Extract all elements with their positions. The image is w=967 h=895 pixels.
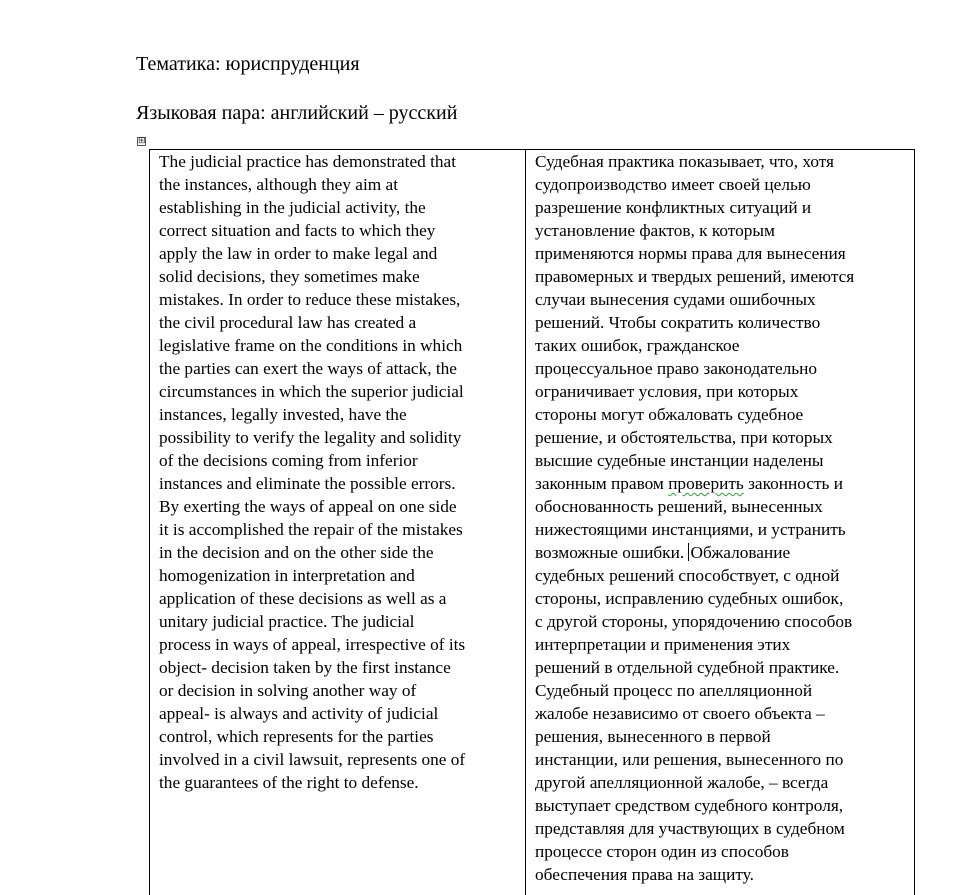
- target-line: правомерных и твердых решений, имеются: [535, 267, 855, 286]
- source-line: the guarantees of the right to defense.: [159, 773, 419, 792]
- source-line: possibility to verify the legality and solidity: [159, 428, 462, 447]
- target-line-part: законным правом: [535, 474, 669, 493]
- target-line: решение, и обстоятельства, при которых: [535, 428, 833, 447]
- target-line: применяются нормы права для вынесения: [535, 244, 846, 263]
- source-line: correct situation and facts to which they: [159, 221, 436, 240]
- source-line: process in ways of appeal, irrespective of its: [159, 635, 466, 654]
- target-line: процессуальное право законодательно: [535, 359, 818, 378]
- target-line: судопроизводство имеет своей целью: [535, 175, 811, 194]
- source-line: object- decision taken by the first instance: [159, 658, 451, 677]
- source-line: the instances, although they aim at: [159, 175, 398, 194]
- target-line: решения, вынесенного в первой: [535, 727, 771, 746]
- target-line-part: возможные ошибки.: [535, 543, 689, 562]
- target-line: стороны, исправлению судебных ошибок,: [535, 589, 844, 608]
- target-line: случаи вынесения судами ошибочных: [535, 290, 816, 309]
- target-line: [535, 541, 913, 564]
- target-line: процессе сторон один из способов: [535, 842, 789, 861]
- target-line: Судебная практика показывает, что, хотя: [535, 152, 835, 171]
- column-divider: [525, 150, 526, 895]
- source-line: application of these decisions as well as a: [159, 589, 447, 608]
- target-line: решений в отдельной судебной практике.: [535, 658, 840, 677]
- target-line: судебных решений способствует, с одной: [535, 566, 840, 585]
- source-line: it is accomplished the repair of the mistakes: [159, 520, 463, 539]
- target-line: таких ошибок, гражданское: [535, 336, 740, 355]
- source-line: involved in a civil lawsuit, represents one of: [159, 750, 466, 769]
- target-line: ограничивает условия, при которых: [535, 382, 799, 401]
- target-line: разрешение конфликтных ситуаций и: [535, 198, 812, 217]
- target-line: обеспечения права на защиту.: [535, 865, 754, 884]
- target-line: решений. Чтобы сократить количество: [535, 313, 821, 332]
- target-line: [535, 472, 913, 495]
- topic-line: Тематика: юриспруденция: [136, 53, 360, 75]
- target-line: стороны могут обжаловать судебное: [535, 405, 804, 424]
- source-line: instances and eliminate the possible errors.: [159, 474, 456, 493]
- source-line: of the decisions coming from inferior: [159, 451, 418, 470]
- source-line: mistakes. In order to reduce these mistakes,: [159, 290, 461, 309]
- target-line: представляя для участвующих в судебном: [535, 819, 845, 838]
- source-line: the civil procedural law has created a: [159, 313, 417, 332]
- source-line: unitary judicial practice. The judicial: [159, 612, 415, 631]
- source-line: solid decisions, they sometimes make: [159, 267, 420, 286]
- source-line: or decision in solving another way of: [159, 681, 417, 700]
- source-line: the parties can exert the ways of attack, the: [159, 359, 457, 378]
- source-line: control, which represents for the parties: [159, 727, 434, 746]
- language-pair-line: Языковая пара: английский – русский: [136, 102, 458, 124]
- target-line: высшие судебные инстанции наделены: [535, 451, 824, 470]
- source-line: The judicial practice has demonstrated that: [159, 152, 457, 171]
- target-line-part: законность и: [743, 474, 843, 493]
- source-line: appeal- is always and activity of judicial: [159, 704, 439, 723]
- translation-table: [149, 149, 915, 895]
- source-line: By exerting the ways of appeal on one side: [159, 497, 457, 516]
- source-line: in the decision and on the other side the: [159, 543, 434, 562]
- source-line: instances, legally invested, have the: [159, 405, 407, 424]
- spellcheck-flagged-word[interactable]: проверить: [668, 474, 744, 493]
- target-line: установление фактов, к которым: [535, 221, 775, 240]
- target-line: инстанции, или решения, вынесенного по: [535, 750, 844, 769]
- target-text-cell[interactable]: [535, 150, 913, 886]
- target-line-part: Обжалование: [690, 543, 791, 562]
- target-line: нижестоящими инстанциями, и устранить: [535, 520, 846, 539]
- target-line: выступает средством судебного контроля,: [535, 796, 844, 815]
- target-line: с другой стороны, упорядочению способов: [535, 612, 853, 631]
- target-line: интерпретации и применения этих: [535, 635, 791, 654]
- source-line: homogenization in interpretation and: [159, 566, 415, 585]
- source-line: apply the law in order to make legal and: [159, 244, 438, 263]
- target-line: другой апелляционной жалобе, – всегда: [535, 773, 829, 792]
- source-line: establishing in the judicial activity, the: [159, 198, 426, 217]
- table-move-handle-icon[interactable]: ⊞: [138, 136, 146, 146]
- target-line: обоснованность решений, вынесенных: [535, 497, 823, 516]
- target-line: Судебный процесс по апелляционной: [535, 681, 813, 700]
- target-line: жалобе независимо от своего объекта –: [535, 704, 825, 723]
- source-text-cell[interactable]: [159, 150, 521, 794]
- source-line: circumstances in which the superior judicial: [159, 382, 464, 401]
- source-line: legislative frame on the conditions in which: [159, 336, 463, 355]
